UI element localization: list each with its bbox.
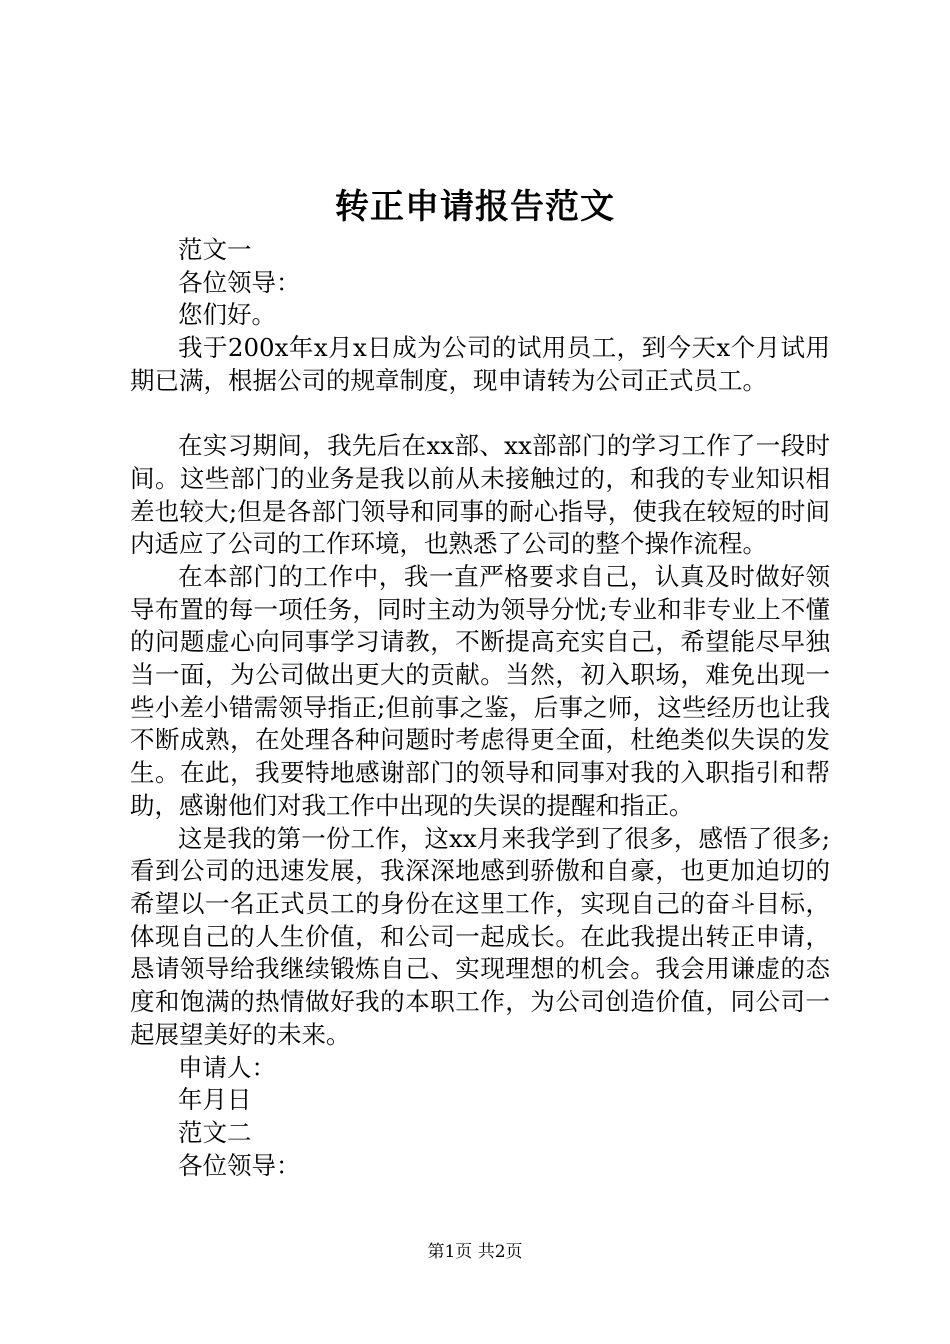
paragraph-4: 这是我的第一份工作，这xx月来我学到了很多，感悟了很多;看到公司的迅速发展，我深深地感到骄傲和自豪，也更加迫切的希望以一名正式员工的身份在这里工作，实现自己的奋斗目标，体现自己的人生价值，和公司一起成长。在此我提出转正申请，恳请领导给我继续锻炼自己、实现理想的机会。我会用谦虚的态度和饱满的热情做好我的本职工作，为公司创造价值，同公司一起展望美好的未来。 [130,823,830,1049]
section-heading-2: 范文二 [178,1117,252,1147]
document-body [130,234,830,1182]
paragraph-1: 我于200x年x月x日成为公司的试用员工，到今天x个月试用期已满，根据公司的规章制度，现申请转为公司正式员工。 [130,333,830,395]
paragraph-gap [130,397,830,430]
applicant-line: 申请人： [178,1052,276,1082]
paragraph-2: 在实习期间，我先后在xx部、xx部部门的学习工作了一段时间。这些部门的业务是我以前从未接触过的，和我的专业知识相差也较大;但是各部门领导和同事的耐心指导，使我在较短的时间内适应了公司的工作环境，也熟悉了公司的整个操作流程。 [130,431,830,559]
section-heading-1: 范文一 [178,235,252,264]
page-title: 转正申请报告范文 [335,187,615,227]
paragraph-3: 在本部门的工作中，我一直严格要求自己，认真及时做好领导布置的每一项任务，同时主动为领导分忧;专业和非专业上不懂的问题虚心向同事学习请教，不断提高充实自己，希望能尽早独当一面，为公司做出更大的贡献。当然，初入职场，难免出现一些小差小错需领导指正;但前事之鉴，后事之师，这些经历也让我不断成熟，在处理各种问题时考虑得更全面，杜绝类似失误的发生。在此，我要特地感谢部门的领导和同事对我的入职指引和帮助，感谢他们对我工作中出现的失误的提醒和指正。 [130,561,830,820]
greeting: 您们好。 [178,300,276,330]
salutation-2: 各位领导： [178,1150,301,1180]
page-footer: 第1页 共2页 [427,1242,523,1262]
salutation-1: 各位领导： [178,267,301,297]
date-line: 年月日 [178,1085,252,1115]
